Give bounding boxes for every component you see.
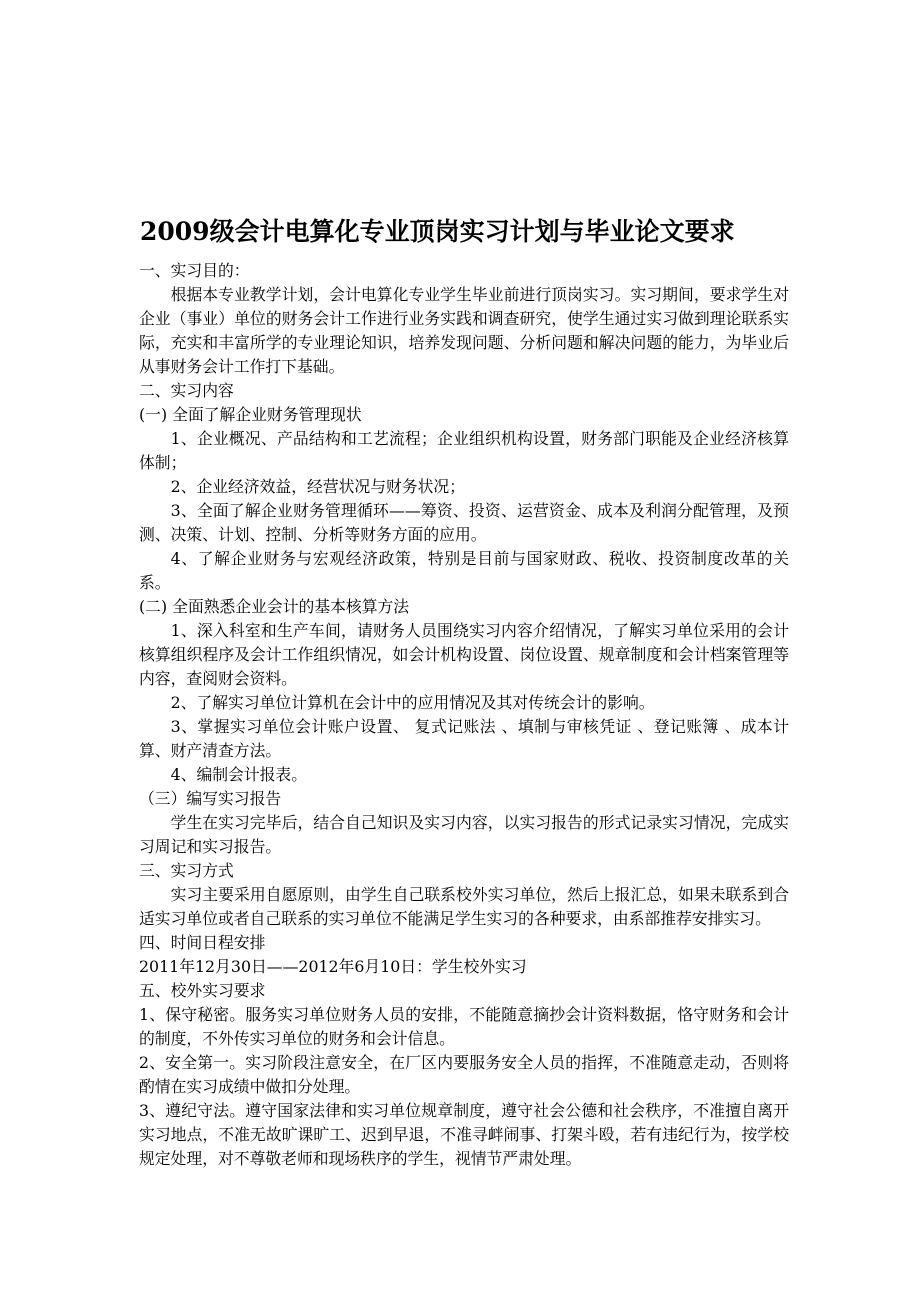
paragraph: 1、保守秘密。服务实习单位财务人员的安排，不能随意摘抄会计资料数据，恪守财务和会计的制度，不外传实习单位的财务和会计信息。 — [139, 1005, 789, 1048]
paragraph: 1、企业概况、产品结构和工艺流程；企业组织机构设置，财务部门职能及企业经济核算体制； — [139, 429, 789, 472]
paragraph: 2、企业经济效益，经营状况与财务状况； — [170, 477, 465, 496]
paragraph: 2、了解实习单位计算机在会计中的应用情况及其对传统会计的影响。 — [170, 693, 655, 712]
paragraph: 实习主要采用自愿原则，由学生自己联系校外实习单位，然后上报汇总，如果未联系到合适实习单位或者自己联系的实习单位不能满足学生实习的各种要求，由系部推荐安排实习。 — [139, 885, 789, 928]
document-title: 2009级会计电算化专业顶岗实习计划与毕业论文要求 — [140, 217, 735, 246]
paragraph: 2、安全第一。实习阶段注意安全，在厂区内要服务安全人员的指挥，不准随意走动，否则将酌情在实习成绩中做扣分处理。 — [139, 1053, 789, 1096]
paragraph: 三、实习方式 — [139, 861, 234, 880]
paragraph: 4、了解企业财务与宏观经济政策，特别是目前与国家财政、税收、投资制度改革的关系。 — [139, 549, 789, 592]
paragraph: 五、校外实习要求 — [139, 981, 266, 1000]
paragraph: 一、实习目的： — [139, 261, 250, 280]
paragraph: 学生在实习完毕后，结合自己知识及实习内容，以实习报告的形式记录实习情况，完成实习周记和实习报告。 — [139, 813, 789, 856]
paragraph: 根据本专业教学计划，会计电算化专业学生毕业前进行顶岗实习。实习期间，要求学生对企业（事业）单位的财务会计工作进行业务实践和调查研究，使学生通过实习做到理论联系实际，充实和丰富所学的专业理论知识，培养发现问题、分析问题和解决问题的能力，为毕业后从事财务会计工作打下基础。 — [139, 285, 789, 376]
paragraph: (一) 全面了解企业财务管理现状 — [139, 405, 362, 424]
paragraph: 1、深入科室和生产车间，请财务人员围绕实习内容介绍情况，了解实习单位采用的会计核算组织程序及会计工作组织情况，如会计机构设置、岗位设置、规章制度和会计档案管理等内容，查阅财会资料。 — [139, 621, 789, 688]
paragraph: 二、实习内容 — [139, 381, 234, 400]
paragraph: 3、全面了解企业财务管理循环——筹资、投资、运营资金、成本及利润分配管理，及预测、决策、计划、控制、分析等财务方面的应用。 — [139, 501, 789, 544]
paragraph: （三）编写实习报告 — [139, 789, 282, 808]
document-body — [139, 259, 789, 1171]
paragraph: (二) 全面熟悉企业会计的基本核算方法 — [139, 597, 410, 616]
paragraph: 3、掌握实习单位会计账户设置、 复式记账法 、填制与审核凭证 、登记账簿 、成本计算、财产清查方法。 — [139, 717, 789, 760]
paragraph: 4、编制会计报表。 — [170, 765, 308, 784]
paragraph: 3、遵纪守法。遵守国家法律和实习单位规章制度，遵守社会公德和社会秩序，不准擅自离开实习地点，不准无故旷课旷工、迟到早退，不准寻衅闹事、打架斗殴，若有违纪行为，按学校规定处理，对不尊敬老师和现场秩序的学生，视情节严肃处理。 — [139, 1101, 789, 1168]
paragraph: 2011年12月30日——2012年6月10日：学生校外实习 — [139, 957, 527, 976]
paragraph: 四、时间日程安排 — [139, 933, 266, 952]
